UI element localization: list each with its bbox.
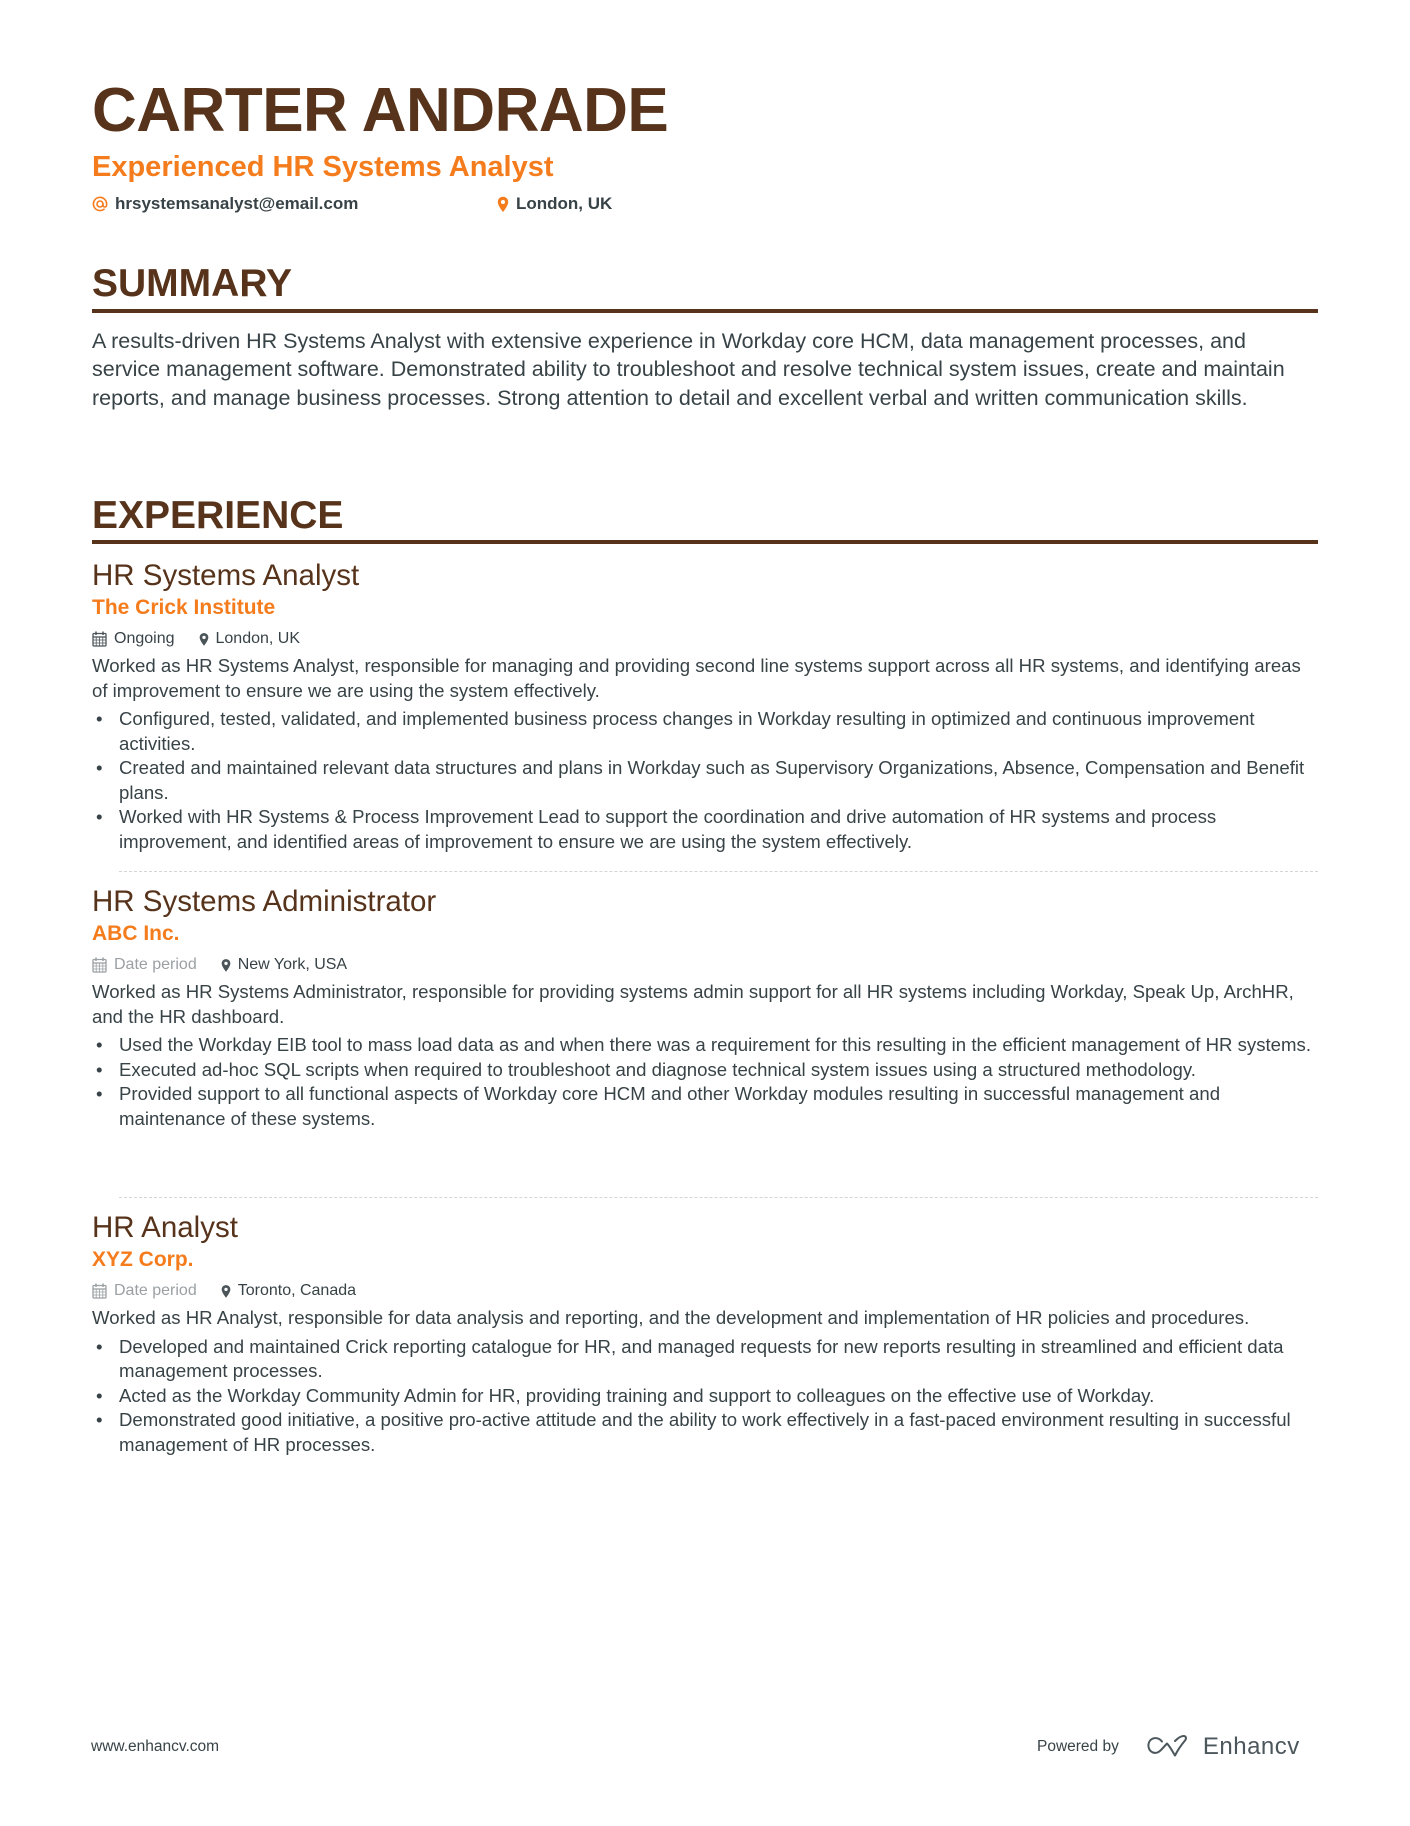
powered-by-label: Powered by bbox=[1037, 1738, 1119, 1755]
entry-description: Worked as HR Systems Administrator, responsible for providing systems admin support for all HR systems including Workday, Speak Up, ArchHR, and the HR dashboard. bbox=[92, 981, 1294, 1027]
entry-date-text: Ongoing bbox=[114, 630, 175, 647]
experience-entry bbox=[92, 884, 1318, 1131]
entry-date-text: Date period bbox=[114, 956, 197, 973]
experience-rule bbox=[92, 540, 1318, 544]
candidate-name: CARTER ANDRADE bbox=[92, 76, 669, 145]
experience-entry bbox=[92, 1210, 1318, 1457]
job-title: HR Systems Analyst bbox=[92, 559, 360, 592]
map-pin-icon bbox=[497, 196, 509, 213]
entry-divider bbox=[119, 871, 1318, 872]
at-icon bbox=[92, 196, 108, 212]
summary-text: A results-driven HR Systems Analyst with extensive experience in Workday core HCM, data management processes, and service management software. Demonstrated ability to troubleshoot and resolve technical system issues, create and maintain reports, and manage business processes. Strong attention to detail and excellent verbal and written communication skills. bbox=[92, 329, 1285, 410]
bullet-item: • Developed and maintained Crick reporting catalogue for HR, and managed requests for new reports resulting in streamlined and efficient data management processes. bbox=[92, 1335, 1318, 1384]
bullet-item: • Provided support to all functional aspects of Workday core HCM and other Workday modules resulting in successful management and maintenance of these systems. bbox=[92, 1082, 1318, 1131]
map-pin-icon bbox=[221, 958, 231, 973]
calendar-icon bbox=[92, 1283, 107, 1299]
company-name: The Crick Institute bbox=[92, 596, 276, 619]
contact-email[interactable] bbox=[92, 192, 358, 216]
company-name: ABC Inc. bbox=[92, 922, 180, 945]
experience-entry bbox=[92, 558, 1318, 854]
summary-rule bbox=[92, 309, 1318, 313]
entry-bullets bbox=[92, 707, 1318, 854]
entry-location-text: Toronto, Canada bbox=[237, 1282, 357, 1299]
entry-location bbox=[221, 1278, 356, 1304]
contact-email-text: hrsystemsanalyst@email.com bbox=[115, 194, 359, 213]
footer-website-link[interactable]: www.enhancv.com bbox=[91, 1738, 220, 1755]
job-title: HR Analyst bbox=[92, 1211, 238, 1244]
job-title: HR Systems Administrator bbox=[92, 885, 437, 918]
entry-date bbox=[92, 1278, 197, 1304]
candidate-title: Experienced HR Systems Analyst bbox=[92, 151, 554, 183]
summary-heading: SUMMARY bbox=[92, 262, 293, 305]
bullet-item: • Acted as the Workday Community Admin for HR, providing training and support to colleagues on the effective use of Workday. bbox=[92, 1384, 1318, 1409]
entry-location bbox=[221, 952, 347, 978]
contact-row bbox=[92, 192, 1318, 216]
bullet-item: • Worked with HR Systems & Process Improvement Lead to support the coordination and drive automation of HR systems and process improvement, and identified areas of improvement to ensure we are using the system effectively. bbox=[92, 805, 1318, 854]
bullet-item: • Used the Workday EIB tool to mass load data as and when there was a requirement for this resulting in the efficient management of HR systems. bbox=[92, 1033, 1318, 1058]
enhancv-logo-icon bbox=[1145, 1735, 1191, 1759]
entry-bullets bbox=[92, 1335, 1318, 1458]
bullet-item: • Created and maintained relevant data structures and plans in Workday such as Supervisory Organizations, Absence, Compensation and Benefit plans. bbox=[92, 756, 1318, 805]
entry-location-text: New York, USA bbox=[237, 956, 348, 973]
enhancv-logo-text: Enhancv bbox=[1202, 1733, 1300, 1760]
entry-description: Worked as HR Analyst, responsible for data analysis and reporting, and the development and implementation of HR policies and procedures. bbox=[92, 1307, 1250, 1328]
entry-date-text: Date period bbox=[114, 1282, 197, 1299]
entry-divider bbox=[119, 1197, 1318, 1198]
map-pin-icon bbox=[221, 1284, 231, 1299]
entry-date bbox=[92, 626, 175, 652]
contact-location-text: London, UK bbox=[516, 194, 613, 213]
bullet-item: • Demonstrated good initiative, a positive pro-active attitude and the ability to work effectively in a fast-paced environment resulting in successful management of HR processes. bbox=[92, 1408, 1318, 1457]
entry-meta bbox=[92, 952, 1318, 978]
contact-location bbox=[497, 192, 612, 216]
entry-meta bbox=[92, 1278, 1318, 1304]
entry-bullets bbox=[92, 1033, 1318, 1131]
entry-location bbox=[199, 626, 301, 652]
entry-location-text: London, UK bbox=[215, 630, 301, 647]
calendar-icon bbox=[92, 631, 107, 647]
entry-meta bbox=[92, 626, 1318, 652]
bullet-item: • Configured, tested, validated, and implemented business process changes in Workday resulting in optimized and continuous improvement activities. bbox=[92, 707, 1318, 756]
map-pin-icon bbox=[199, 632, 209, 647]
powered-by[interactable] bbox=[1037, 1735, 1300, 1759]
experience-heading: EXPERIENCE bbox=[92, 494, 344, 537]
entry-description: Worked as HR Systems Analyst, responsible for managing and providing second line systems support across all HR systems, and identifying areas of improvement to ensure we are using the system effectively. bbox=[92, 655, 1301, 701]
company-name: XYZ Corp. bbox=[92, 1248, 194, 1271]
calendar-icon bbox=[92, 957, 107, 973]
entry-date bbox=[92, 952, 197, 978]
bullet-item: • Executed ad-hoc SQL scripts when required to troubleshoot and diagnose technical system issues using a structured methodology. bbox=[92, 1058, 1318, 1083]
